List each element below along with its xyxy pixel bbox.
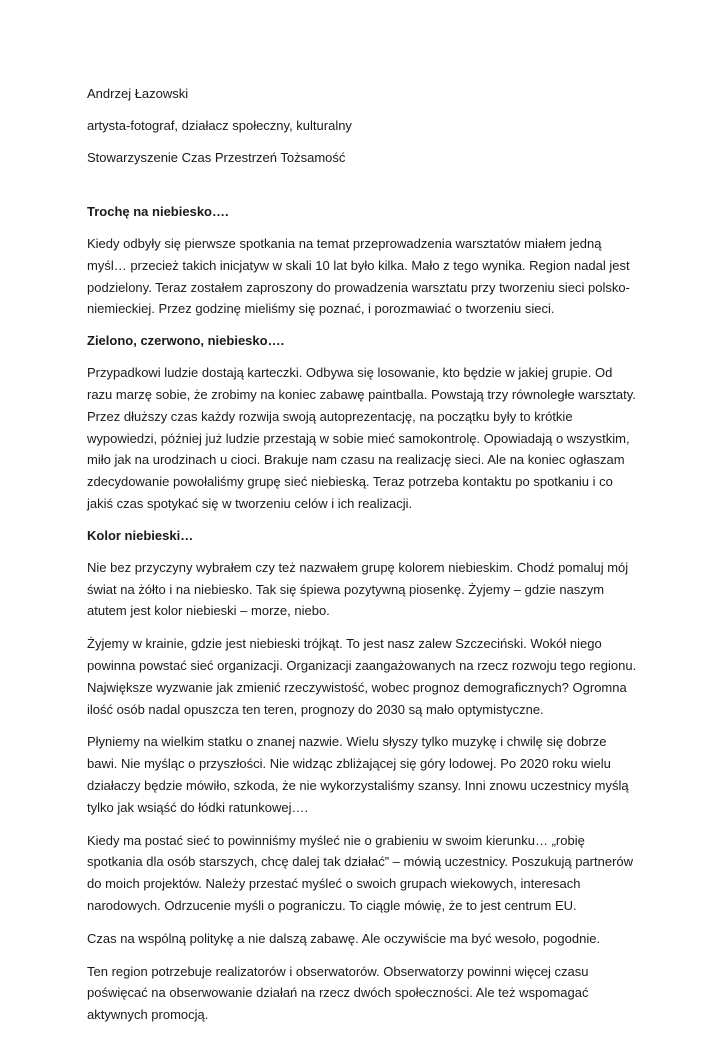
- paragraph: Żyjemy w krainie, gdzie jest niebieski trójkąt. To jest nasz zalew Szczeciński. Wokół niego powinna powstać sieć organizacji. Organizacji zaangażowanych na rzecz rozwoju tego regionu. Największe wyzwanie jak zmienić rzeczywistość, wobec prognoz demograficznych? Ogromna ilość osób nadal opuszcza ten teren, prognozy do 2030 są mało optymistyczne.: [87, 636, 637, 717]
- paragraph: Kiedy ma postać sieć to powinniśmy myśleć nie o grabieniu w swoim kierunku… „robię spotkania dla osób starszych, chcę dalej tak działać” – mówią uczestnicy. Poszukują partnerów do moich projektów. Należy przestać myśleć o swoich grupach wiekowych, interesach narodowych. Odrzucenie myśli o pograniczu. To ciągle mówię, że to jest centrum EU.: [87, 832, 634, 913]
- paragraph: Nie bez przyczyny wybrałem czy też nazwałem grupę kolorem niebieskim. Chodź pomaluj mój świat na żółto i na niebiesko. Tak się śpiewa pozytywną piosenkę. Żyjemy – gdzie naszym atutem jest kolor niebieski – morze, niebo.: [87, 559, 629, 619]
- author-role: artysta-fotograf, działacz społeczny, kulturalny: [87, 118, 352, 133]
- paragraph: Ten region potrzebuje realizatorów i obserwatorów. Obserwatorzy powinni więcej czasu poświęcać na obserwowanie działań na rzecz dwóch społeczności. Ale też wspomagać aktywnych promocją.: [87, 963, 589, 1023]
- section-heading: Zielono, czerwono, niebiesko….: [87, 333, 285, 349]
- paragraph: Płyniemy na wielkim statku o znanej nazwie. Wielu słyszy tylko muzykę i chwilę się dobrze bawi. Nie myśląc o przyszłości. Nie widząc zbliżającej się góry lodowej. Po 2020 roku wielu działaczy będzie mówiło, szkoda, że nie wykorzystaliśmy szansy. Inni znowu uczestnicy myślą tylko jak wsiąść do łódki ratunkowej….: [87, 734, 629, 815]
- spacer: [87, 180, 639, 202]
- section-heading: Trochę na niebiesko….: [87, 204, 229, 219]
- document-page: [87, 84, 639, 1037]
- organization-name: Stowarzyszenie Czas Przestrzeń Tożsamość: [87, 150, 346, 165]
- section-heading: Kolor niebieski…: [87, 527, 194, 543]
- paragraph: Czas na wspólną politykę a nie dalszą zabawę. Ale oczywiście ma być wesoło, pogodnie.: [87, 930, 601, 946]
- paragraph: Kiedy odbyły się pierwsze spotkania na temat przeprowadzenia warsztatów miałem jedną myśl… przecież takich inicjatyw w skali 10 lat było kilka. Mało z tego wynika. Region nadal jest podzielony. Teraz zostałem zaproszony do prowadzenia warsztatu przy tworzeniu sieci polsko-niemieckiej. Przez godzinę mieliśmy się poznać, i porozmawiać o tworzeniu sieci.: [87, 236, 630, 317]
- author-name: Andrzej Łazowski: [87, 86, 189, 101]
- paragraph: Przypadkowi ludzie dostają karteczki. Odbywa się losowanie, kto będzie w jakiej grupie. Od razu marzę sobie, że zrobimy na koniec zabawę paintballa. Powstają trzy równoległe warsztaty. Przez dłuższy czas każdy rozwija swoją autoprezentację, na początku były to krótkie wypowiedzi, później już ludzie przestają w sobie mieć samokontrolę. Opowiadają o wszystkim, miło jak na urodzinach u cioci. Brakuje nam czasu na realizację sieci. Ale na koniec ogłaszam zdecydowanie powołaliśmy grupę sieć niebieską. Teraz potrzeba kontaktu po spotkaniu i co jakiś czas spotykać się w tworzeniu celów i ich realizacji.: [87, 365, 636, 511]
